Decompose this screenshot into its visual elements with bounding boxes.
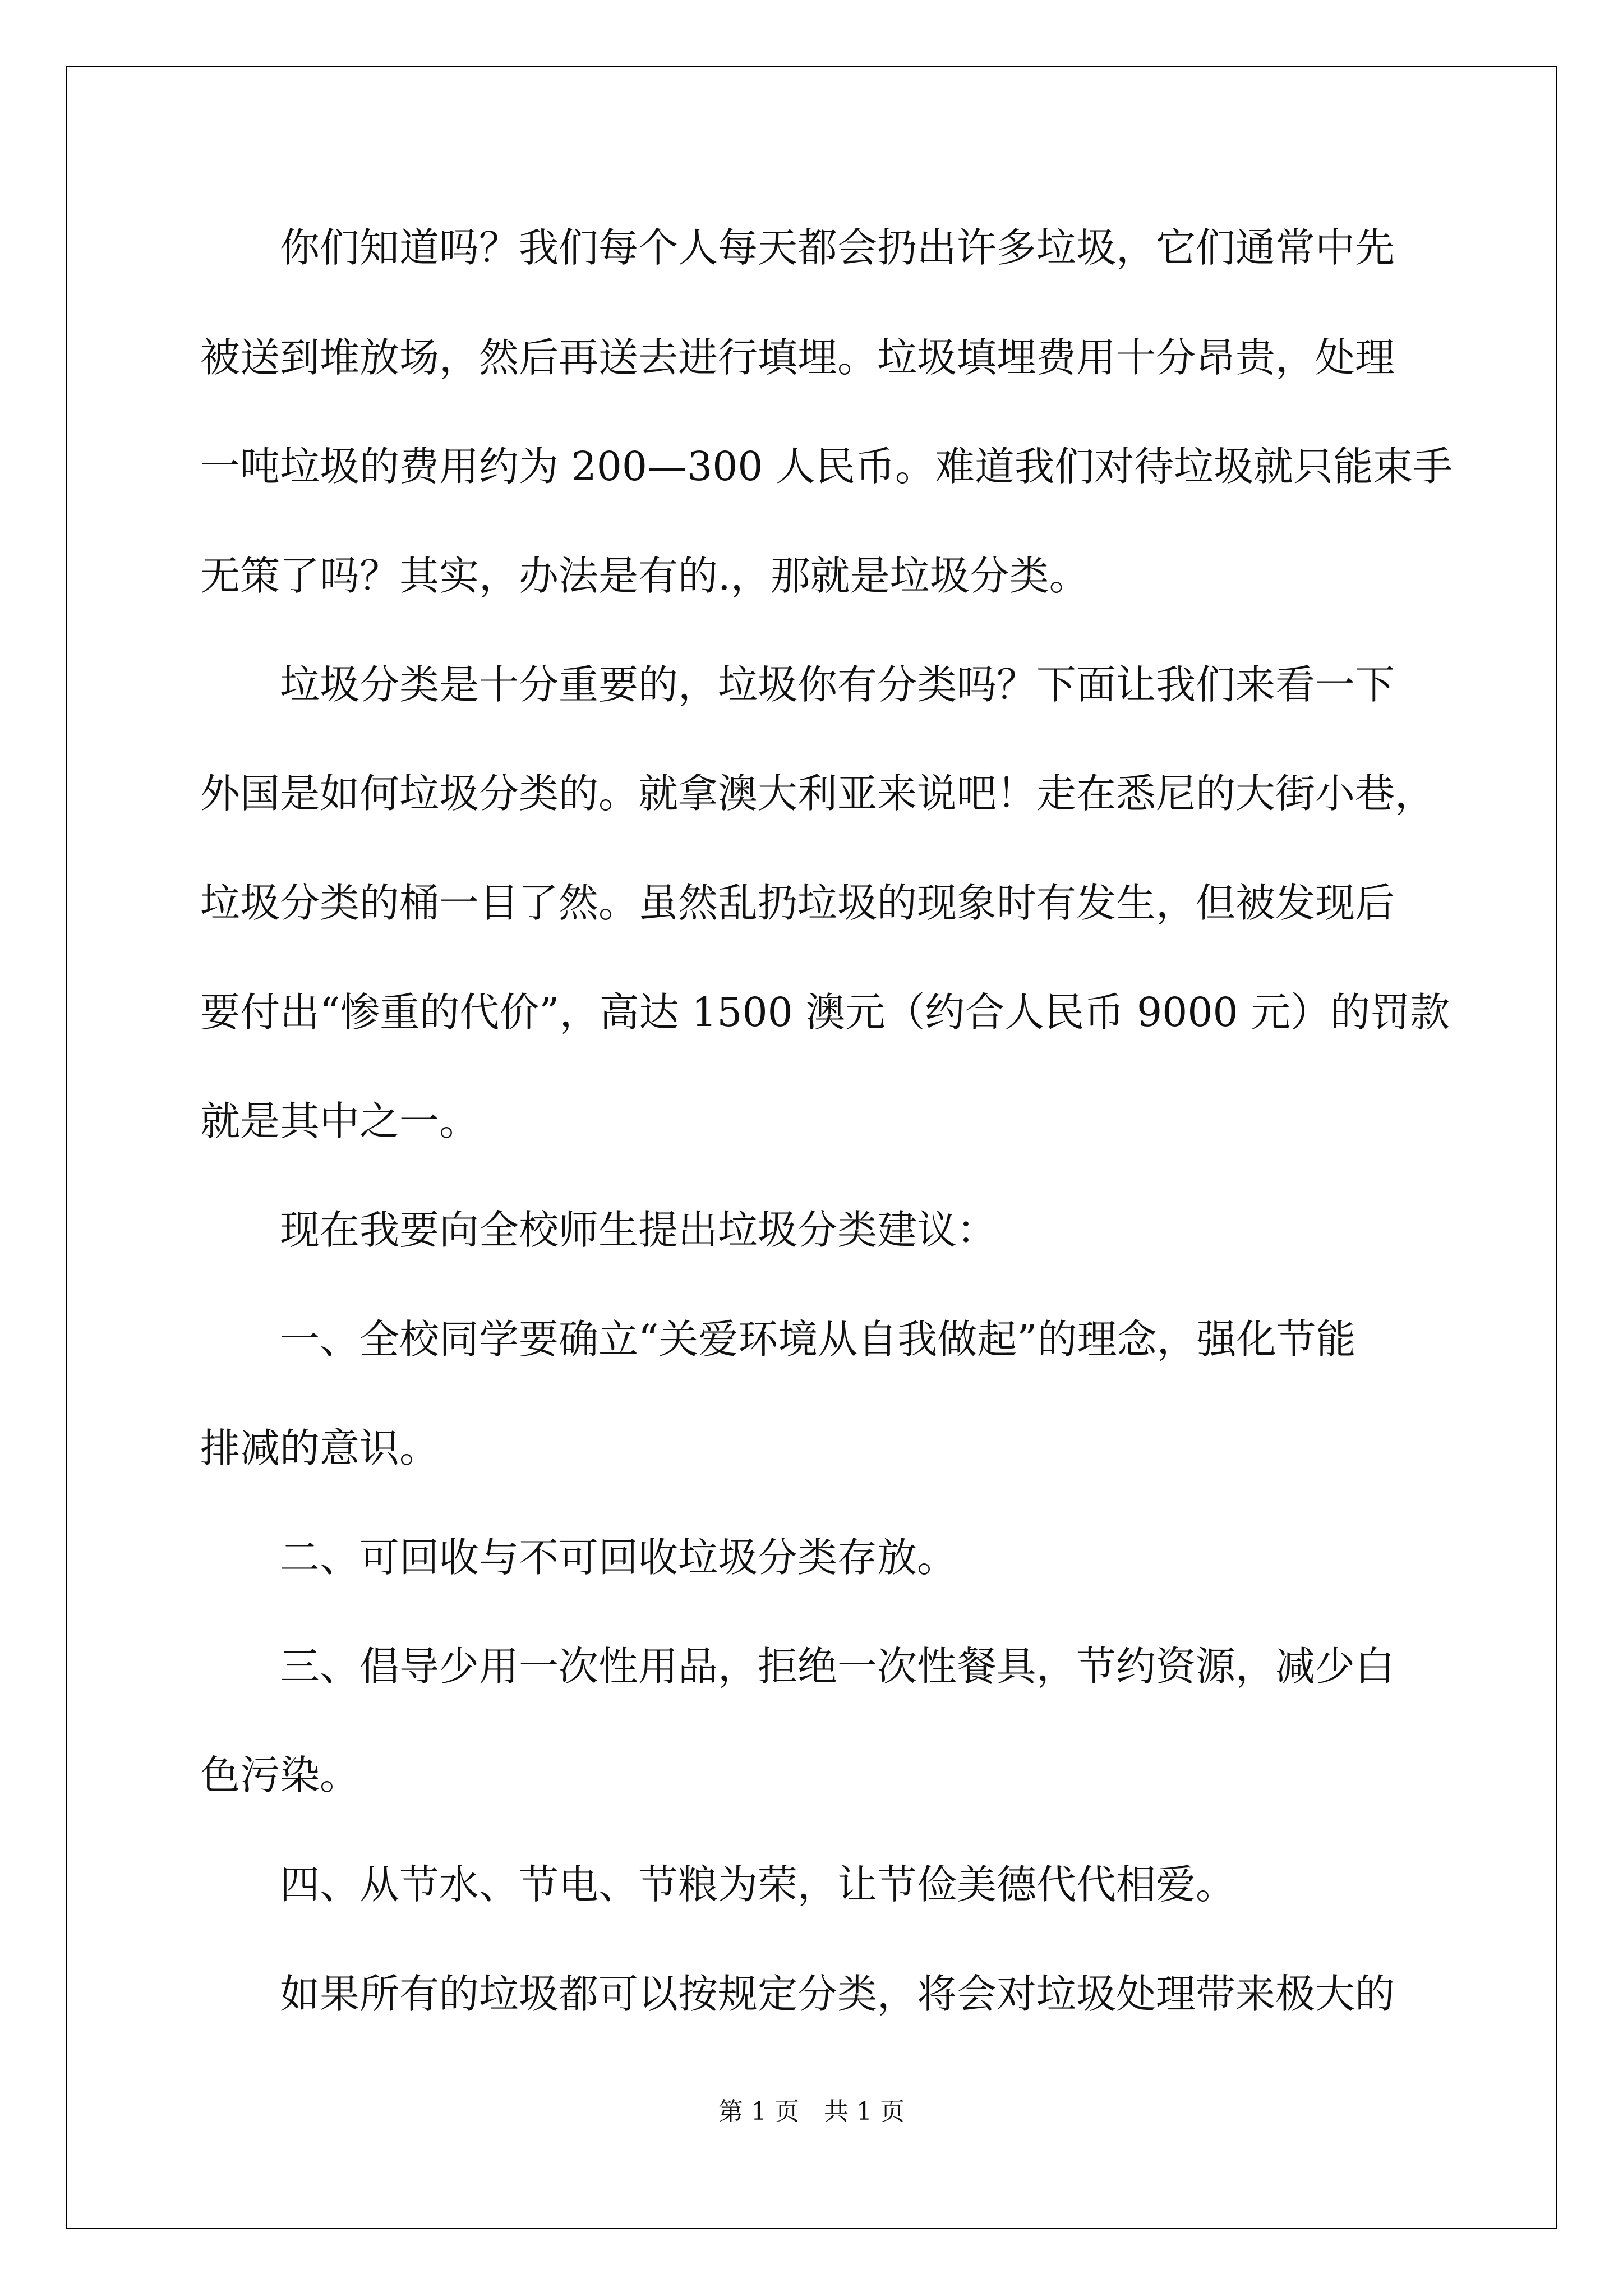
text-line: 排减的意识。	[200, 1425, 440, 1471]
text-line: 二、可回收与不可回收垃圾分类存放。	[200, 1534, 957, 1581]
text-line: 一、全校同学要确立“关爱环境从自我做起”的理念，强化节能	[200, 1316, 1356, 1363]
text-line: 要付出“惨重的代价”，高达 1500 澳元（约合人民币 9000 元）的罚款	[200, 989, 1450, 1036]
text-line: 被送到堆放场，然后再送去进行填埋。垃圾填埋费用十分昂贵，处理	[200, 334, 1395, 381]
text-line: 外国是如何垃圾分类的。就拿澳大利亚来说吧！走在悉尼的大街小巷，	[200, 770, 1435, 817]
text-line: 就是其中之一。	[200, 1098, 479, 1144]
text-line: 如果所有的垃圾都可以按规定分类，将会对垃圾处理带来极大的	[200, 1971, 1395, 2017]
text-line: 色污染。	[200, 1752, 360, 1798]
text-line: 垃圾分类是十分重要的，垃圾你有分类吗？下面让我们来看一下	[200, 661, 1395, 708]
page-footer: 第 1 页 共 1 页	[718, 2097, 905, 2126]
text-line: 一吨垃圾的费用约为 200—300 人民币。难道我们对待垃圾就只能束手	[200, 443, 1453, 490]
text-line: 三、倡导少用一次性用品，拒绝一次性餐具，节约资源，减少白	[200, 1643, 1395, 1690]
text-line: 你们知道吗？我们每个人每天都会扔出许多垃圾，它们通常中先	[200, 224, 1395, 271]
text-line: 现在我要向全校师生提出垃圾分类建议：	[200, 1207, 997, 1253]
text-line: 无策了吗？其实，办法是有的.，那就是垃圾分类。	[200, 553, 1089, 599]
text-line: 四、从节水、节电、节粮为荣，让节俭美德代代相爱。	[200, 1861, 1236, 1908]
text-line: 垃圾分类的桶一目了然。虽然乱扔垃圾的现象时有发生，但被发现后	[200, 880, 1395, 926]
